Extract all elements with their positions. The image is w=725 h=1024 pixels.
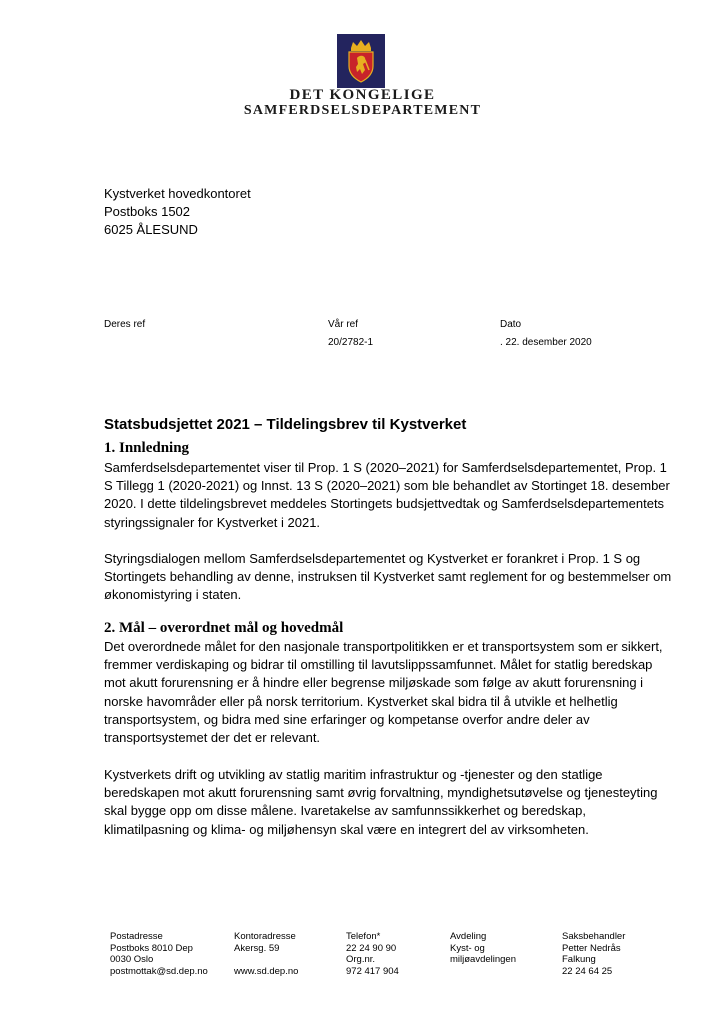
deres-ref-label: Deres ref bbox=[104, 319, 146, 330]
footer-text: Org.nr. bbox=[346, 954, 376, 966]
footer-postal-address bbox=[110, 931, 208, 978]
footer-office-address bbox=[234, 931, 298, 978]
organisation-name-line1: DET KONGELIGE bbox=[289, 87, 436, 103]
footer-text: 0030 Oslo bbox=[110, 954, 154, 966]
footer-text: Postboks 8010 Dep bbox=[110, 942, 193, 954]
footer-text: Kontoradresse bbox=[234, 931, 296, 942]
footer-text: Falkung bbox=[562, 954, 596, 966]
footer-text: 22 24 64 25 bbox=[562, 966, 613, 978]
footer-text: Saksbehandler bbox=[562, 931, 626, 942]
section-2-heading: 2. Mål – overordnet mål og hovedmål bbox=[104, 620, 344, 636]
recipient-line: Kystverket hovedkontoret bbox=[104, 186, 251, 201]
section-2-paragraph-1: Det overordnede målet for den nasjonale transportpolitikken er et transportsystem som er sikkert, fremmer verdiskaping og bidrar til omstilling til lavutslippssamfunnet. Målet for statlig beredskap mot akutt forurensning er å hindre eller begrense miljøskade som følge av akutt forurensning i norske havområder eller på norsk territorium. Kystverket skal bidra til å utvikle et helhetlig transportsystem, og bidra med sine erfaringer og kompetanse overfor andre deler av transportsystemet der det er relevant. bbox=[104, 639, 663, 746]
footer-text: Kyst- og bbox=[450, 942, 485, 954]
footer-text: Postadresse bbox=[110, 931, 163, 942]
footer-text: 22 24 90 90 bbox=[346, 942, 397, 954]
recipient-line: 6025 ÅLESUND bbox=[104, 222, 198, 237]
section-2-paragraph-2: Kystverkets drift og utvikling av statlig maritim infrastruktur og -tjenester og den statlige beredskapen mot akutt forurensning samt øvrig forvaltning, myndighetsutøvelse og tjenesteyting skal bygge opp om disse målene. Ivaretakelse av samfunnssikkerhet og beredskap, klimatilpasning og klima- og miljøhensyn skal være en integrert del av virksomheten. bbox=[104, 767, 658, 837]
dato-value: . 22. desember 2020 bbox=[500, 337, 592, 348]
recipient-line: Postboks 1502 bbox=[104, 204, 191, 219]
footer-text bbox=[450, 966, 516, 978]
section-1-paragraph-1: Samferdselsdepartementet viser til Prop. 1 S (2020–2021) for Samferdselsdepartementet, Prop. 1 S Tillegg 1 (2020-2021) og Innst. 13 S (2020–2021) som ble behandlet av Stortinget 18. desember 2020. I dette tildelingsbrevet meddeles Stortingets budsjettvedtak og Samferdselsdepartementets styringssignaler for Kystverket i 2021. bbox=[104, 460, 670, 530]
footer-case-officer bbox=[562, 931, 625, 978]
recipient-address bbox=[104, 185, 251, 239]
organisation-name-line2: SAMFERDSELSDEPARTEMENT bbox=[243, 103, 482, 118]
footer-text: Telefon* bbox=[346, 931, 381, 942]
section-1-heading: 1. Innledning bbox=[104, 440, 190, 456]
footer-text: Akersg. 59 bbox=[234, 942, 280, 954]
var-ref-value: 20/2782-1 bbox=[328, 337, 374, 348]
section-1-paragraph-2: Styringsdialogen mellom Samferdselsdepartementet og Kystverket er forankret i Prop. 1 S og Stortingets behandling av denne, instruksen til Kystverket samt reglement for og bestemmelser om økonomistyring i staten. bbox=[104, 551, 672, 603]
footer-email-link[interactable]: postmottak@sd.dep.no bbox=[110, 966, 208, 978]
dato-label: Dato bbox=[500, 319, 522, 330]
footer-text: miljøavdelingen bbox=[450, 954, 517, 966]
footer-text bbox=[234, 954, 298, 966]
footer-text: 972 417 904 bbox=[346, 966, 399, 978]
footer-phone bbox=[346, 931, 399, 978]
footer-text: Petter Nedrås bbox=[562, 942, 621, 954]
footer-text: Avdeling bbox=[450, 931, 487, 942]
footer-website-link[interactable]: www.sd.dep.no bbox=[234, 966, 299, 978]
footer-department bbox=[450, 931, 516, 978]
coat-of-arms-icon bbox=[337, 34, 385, 88]
var-ref-label: Vår ref bbox=[328, 319, 359, 330]
document-title: Statsbudsjettet 2021 – Tildelingsbrev til Kystverket bbox=[104, 416, 467, 433]
